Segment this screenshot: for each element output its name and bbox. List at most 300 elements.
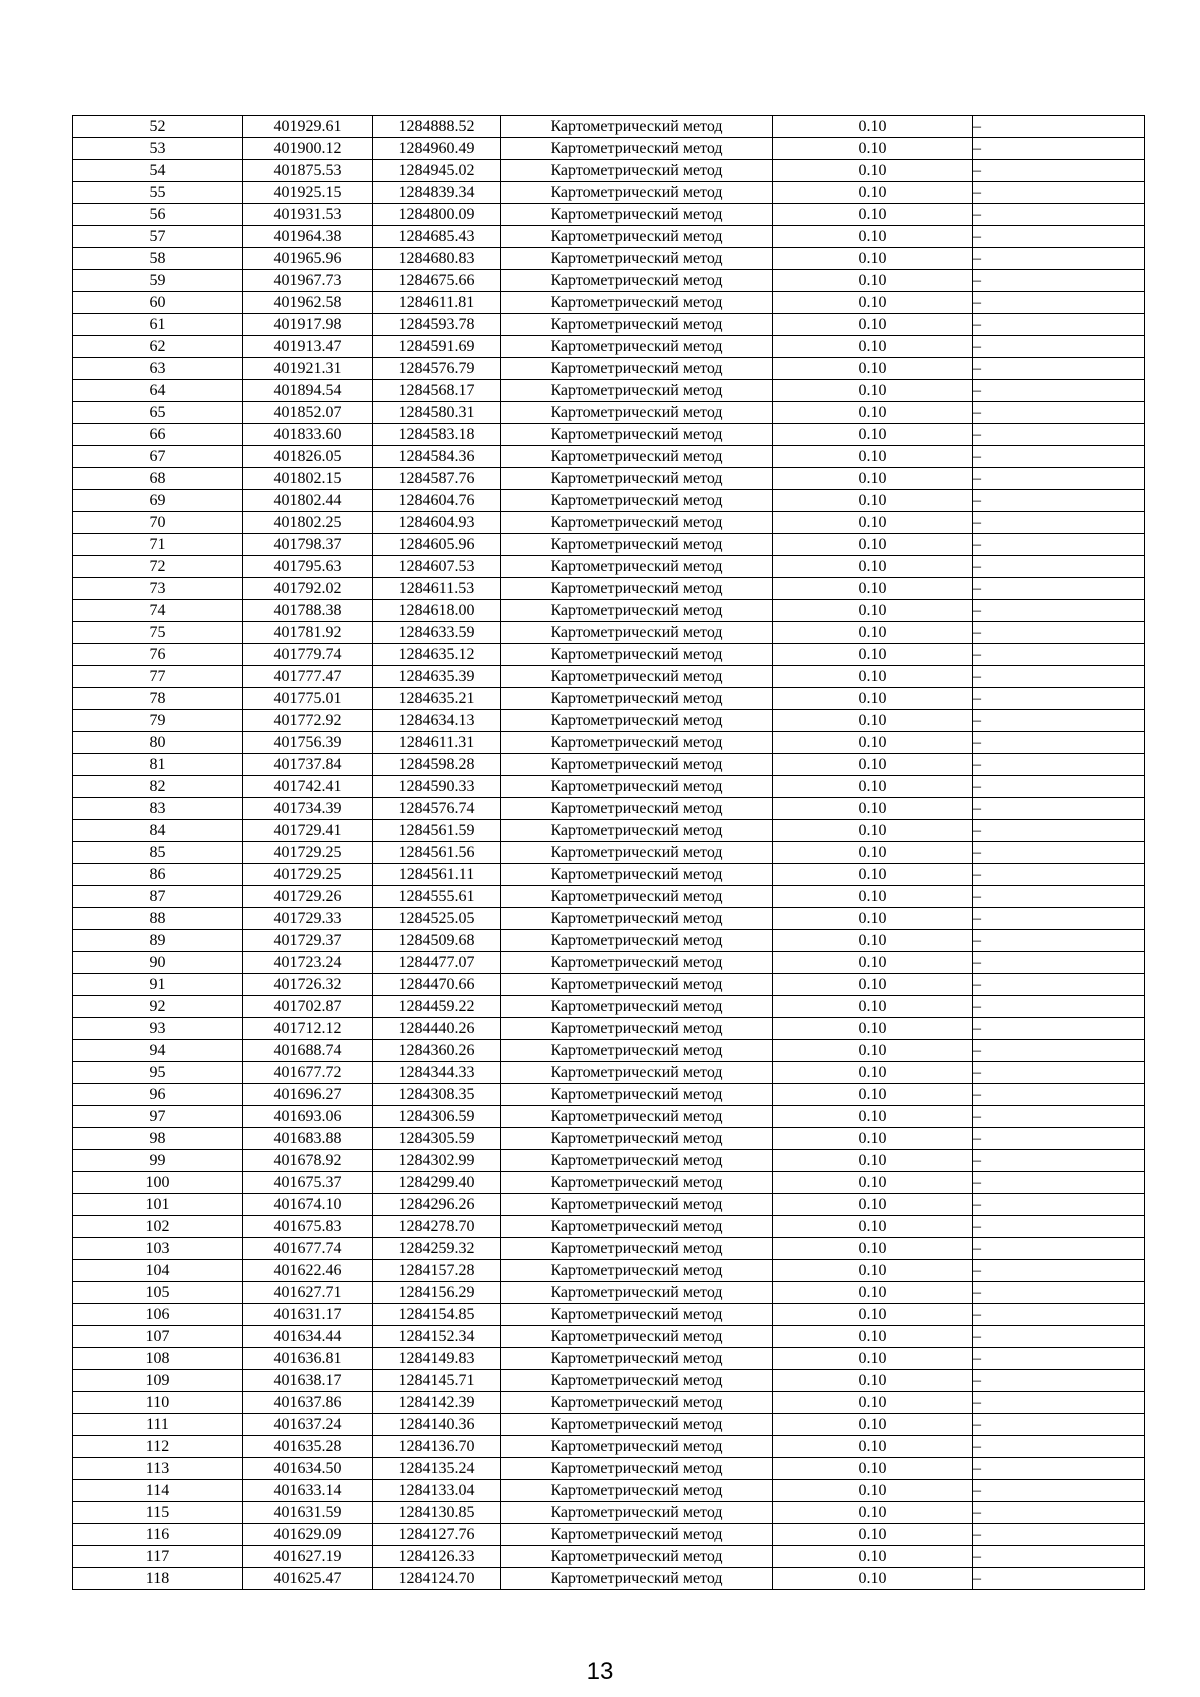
point-number-cell: 73 <box>73 578 243 600</box>
table-row <box>73 1018 1145 1040</box>
x-coordinate-cell: 401634.50 <box>243 1458 373 1480</box>
point-number-cell: 70 <box>73 512 243 534</box>
y-coordinate-cell: 1284136.70 <box>373 1436 501 1458</box>
table-row <box>73 930 1145 952</box>
point-number-cell: 88 <box>73 908 243 930</box>
x-coordinate-cell: 401802.44 <box>243 490 373 512</box>
description-cell: – <box>973 534 1145 556</box>
description-cell: – <box>973 820 1145 842</box>
method-cell: Картометрический метод <box>501 908 773 930</box>
y-coordinate-cell: 1284680.83 <box>373 248 501 270</box>
method-cell: Картометрический метод <box>501 336 773 358</box>
description-cell: – <box>973 1436 1145 1458</box>
y-coordinate-cell: 1284152.34 <box>373 1326 501 1348</box>
table-row <box>73 1040 1145 1062</box>
accuracy-cell: 0.10 <box>773 1326 973 1348</box>
table-row <box>73 710 1145 732</box>
accuracy-cell: 0.10 <box>773 1084 973 1106</box>
y-coordinate-cell: 1284576.74 <box>373 798 501 820</box>
table-row <box>73 776 1145 798</box>
method-cell: Картометрический метод <box>501 1502 773 1524</box>
point-number-cell: 101 <box>73 1194 243 1216</box>
accuracy-cell: 0.10 <box>773 468 973 490</box>
table-row <box>73 248 1145 270</box>
y-coordinate-cell: 1284509.68 <box>373 930 501 952</box>
method-cell: Картометрический метод <box>501 622 773 644</box>
point-number-cell: 117 <box>73 1546 243 1568</box>
method-cell: Картометрический метод <box>501 930 773 952</box>
point-number-cell: 107 <box>73 1326 243 1348</box>
x-coordinate-cell: 401967.73 <box>243 270 373 292</box>
table-row <box>73 1568 1145 1590</box>
description-cell: – <box>973 1194 1145 1216</box>
method-cell: Картометрический метод <box>501 1458 773 1480</box>
point-number-cell: 82 <box>73 776 243 798</box>
x-coordinate-cell: 401802.25 <box>243 512 373 534</box>
description-cell: – <box>973 1568 1145 1590</box>
description-cell: – <box>973 1524 1145 1546</box>
x-coordinate-cell: 401629.09 <box>243 1524 373 1546</box>
table-row <box>73 1282 1145 1304</box>
x-coordinate-cell: 401635.28 <box>243 1436 373 1458</box>
x-coordinate-cell: 401788.38 <box>243 600 373 622</box>
accuracy-cell: 0.10 <box>773 1370 973 1392</box>
accuracy-cell: 0.10 <box>773 688 973 710</box>
y-coordinate-cell: 1284308.35 <box>373 1084 501 1106</box>
y-coordinate-cell: 1284839.34 <box>373 182 501 204</box>
accuracy-cell: 0.10 <box>773 512 973 534</box>
table-row <box>73 1502 1145 1524</box>
x-coordinate-cell: 401964.38 <box>243 226 373 248</box>
accuracy-cell: 0.10 <box>773 534 973 556</box>
point-number-cell: 55 <box>73 182 243 204</box>
y-coordinate-cell: 1284130.85 <box>373 1502 501 1524</box>
point-number-cell: 106 <box>73 1304 243 1326</box>
accuracy-cell: 0.10 <box>773 358 973 380</box>
x-coordinate-cell: 401734.39 <box>243 798 373 820</box>
method-cell: Картометрический метод <box>501 1370 773 1392</box>
table-row <box>73 512 1145 534</box>
method-cell: Картометрический метод <box>501 688 773 710</box>
accuracy-cell: 0.10 <box>773 1480 973 1502</box>
y-coordinate-cell: 1284568.17 <box>373 380 501 402</box>
table-row <box>73 336 1145 358</box>
accuracy-cell: 0.10 <box>773 182 973 204</box>
x-coordinate-cell: 401729.25 <box>243 864 373 886</box>
accuracy-cell: 0.10 <box>773 644 973 666</box>
description-cell: – <box>973 1370 1145 1392</box>
method-cell: Картометрический метод <box>501 1436 773 1458</box>
accuracy-cell: 0.10 <box>773 402 973 424</box>
description-cell: – <box>973 226 1145 248</box>
table-row <box>73 292 1145 314</box>
method-cell: Картометрический метод <box>501 952 773 974</box>
y-coordinate-cell: 1284598.28 <box>373 754 501 776</box>
point-number-cell: 115 <box>73 1502 243 1524</box>
x-coordinate-cell: 401917.98 <box>243 314 373 336</box>
table-row <box>73 622 1145 644</box>
accuracy-cell: 0.10 <box>773 776 973 798</box>
x-coordinate-cell: 401925.15 <box>243 182 373 204</box>
method-cell: Картометрический метод <box>501 1216 773 1238</box>
y-coordinate-cell: 1284584.36 <box>373 446 501 468</box>
y-coordinate-cell: 1284133.04 <box>373 1480 501 1502</box>
table-row <box>73 1458 1145 1480</box>
description-cell: – <box>973 1392 1145 1414</box>
y-coordinate-cell: 1284296.26 <box>373 1194 501 1216</box>
accuracy-cell: 0.10 <box>773 1040 973 1062</box>
point-number-cell: 80 <box>73 732 243 754</box>
point-number-cell: 58 <box>73 248 243 270</box>
description-cell: – <box>973 314 1145 336</box>
table-row <box>73 600 1145 622</box>
method-cell: Картометрический метод <box>501 402 773 424</box>
x-coordinate-cell: 401931.53 <box>243 204 373 226</box>
accuracy-cell: 0.10 <box>773 314 973 336</box>
point-number-cell: 68 <box>73 468 243 490</box>
x-coordinate-cell: 401756.39 <box>243 732 373 754</box>
accuracy-cell: 0.10 <box>773 600 973 622</box>
method-cell: Картометрический метод <box>501 534 773 556</box>
accuracy-cell: 0.10 <box>773 842 973 864</box>
x-coordinate-cell: 401729.33 <box>243 908 373 930</box>
accuracy-cell: 0.10 <box>773 1282 973 1304</box>
accuracy-cell: 0.10 <box>773 116 973 138</box>
table-row <box>73 534 1145 556</box>
description-cell: – <box>973 116 1145 138</box>
method-cell: Картометрический метод <box>501 1238 773 1260</box>
y-coordinate-cell: 1284618.00 <box>373 600 501 622</box>
point-number-cell: 65 <box>73 402 243 424</box>
accuracy-cell: 0.10 <box>773 710 973 732</box>
x-coordinate-cell: 401677.74 <box>243 1238 373 1260</box>
description-cell: – <box>973 952 1145 974</box>
x-coordinate-cell: 401712.12 <box>243 1018 373 1040</box>
accuracy-cell: 0.10 <box>773 556 973 578</box>
x-coordinate-cell: 401913.47 <box>243 336 373 358</box>
point-number-cell: 86 <box>73 864 243 886</box>
y-coordinate-cell: 1284685.43 <box>373 226 501 248</box>
point-number-cell: 87 <box>73 886 243 908</box>
accuracy-cell: 0.10 <box>773 666 973 688</box>
y-coordinate-cell: 1284800.09 <box>373 204 501 226</box>
accuracy-cell: 0.10 <box>773 908 973 930</box>
point-number-cell: 52 <box>73 116 243 138</box>
point-number-cell: 104 <box>73 1260 243 1282</box>
point-number-cell: 59 <box>73 270 243 292</box>
x-coordinate-cell: 401674.10 <box>243 1194 373 1216</box>
y-coordinate-cell: 1284611.81 <box>373 292 501 314</box>
table-row <box>73 974 1145 996</box>
y-coordinate-cell: 1284525.05 <box>373 908 501 930</box>
y-coordinate-cell: 1284580.31 <box>373 402 501 424</box>
x-coordinate-cell: 401637.24 <box>243 1414 373 1436</box>
x-coordinate-cell: 401802.15 <box>243 468 373 490</box>
accuracy-cell: 0.10 <box>773 1260 973 1282</box>
x-coordinate-cell: 401627.71 <box>243 1282 373 1304</box>
accuracy-cell: 0.10 <box>773 952 973 974</box>
method-cell: Картометрический метод <box>501 1062 773 1084</box>
method-cell: Картометрический метод <box>501 1546 773 1568</box>
description-cell: – <box>973 270 1145 292</box>
method-cell: Картометрический метод <box>501 490 773 512</box>
description-cell: – <box>973 556 1145 578</box>
accuracy-cell: 0.10 <box>773 1172 973 1194</box>
description-cell: – <box>973 1172 1145 1194</box>
description-cell: – <box>973 1238 1145 1260</box>
x-coordinate-cell: 401631.17 <box>243 1304 373 1326</box>
x-coordinate-cell: 401729.25 <box>243 842 373 864</box>
point-number-cell: 109 <box>73 1370 243 1392</box>
description-cell: – <box>973 1546 1145 1568</box>
point-number-cell: 62 <box>73 336 243 358</box>
y-coordinate-cell: 1284470.66 <box>373 974 501 996</box>
accuracy-cell: 0.10 <box>773 798 973 820</box>
table-row <box>73 1172 1145 1194</box>
y-coordinate-cell: 1284633.59 <box>373 622 501 644</box>
x-coordinate-cell: 401631.59 <box>243 1502 373 1524</box>
table-row <box>73 578 1145 600</box>
description-cell: – <box>973 1304 1145 1326</box>
method-cell: Картометрический метод <box>501 996 773 1018</box>
y-coordinate-cell: 1284360.26 <box>373 1040 501 1062</box>
description-cell: – <box>973 182 1145 204</box>
table-row <box>73 644 1145 666</box>
point-number-cell: 83 <box>73 798 243 820</box>
method-cell: Картометрический метод <box>501 1150 773 1172</box>
accuracy-cell: 0.10 <box>773 1546 973 1568</box>
description-cell: – <box>973 292 1145 314</box>
y-coordinate-cell: 1284635.12 <box>373 644 501 666</box>
point-number-cell: 102 <box>73 1216 243 1238</box>
x-coordinate-cell: 401852.07 <box>243 402 373 424</box>
y-coordinate-cell: 1284591.69 <box>373 336 501 358</box>
x-coordinate-cell: 401683.88 <box>243 1128 373 1150</box>
y-coordinate-cell: 1284561.59 <box>373 820 501 842</box>
accuracy-cell: 0.10 <box>773 754 973 776</box>
point-number-cell: 84 <box>73 820 243 842</box>
method-cell: Картометрический метод <box>501 226 773 248</box>
table-row <box>73 358 1145 380</box>
table-row <box>73 820 1145 842</box>
point-number-cell: 74 <box>73 600 243 622</box>
method-cell: Картометрический метод <box>501 116 773 138</box>
description-cell: – <box>973 1106 1145 1128</box>
x-coordinate-cell: 401636.81 <box>243 1348 373 1370</box>
x-coordinate-cell: 401702.87 <box>243 996 373 1018</box>
description-cell: – <box>973 160 1145 182</box>
point-number-cell: 76 <box>73 644 243 666</box>
coordinates-table <box>72 115 1145 1590</box>
description-cell: – <box>973 138 1145 160</box>
table-row <box>73 490 1145 512</box>
method-cell: Картометрический метод <box>501 248 773 270</box>
point-number-cell: 95 <box>73 1062 243 1084</box>
method-cell: Картометрический метод <box>501 1392 773 1414</box>
method-cell: Картометрический метод <box>501 842 773 864</box>
point-number-cell: 100 <box>73 1172 243 1194</box>
table-row <box>73 1414 1145 1436</box>
accuracy-cell: 0.10 <box>773 160 973 182</box>
y-coordinate-cell: 1284634.13 <box>373 710 501 732</box>
table-row <box>73 226 1145 248</box>
accuracy-cell: 0.10 <box>773 1216 973 1238</box>
x-coordinate-cell: 401622.46 <box>243 1260 373 1282</box>
y-coordinate-cell: 1284960.49 <box>373 138 501 160</box>
table-row <box>73 996 1145 1018</box>
method-cell: Картометрический метод <box>501 314 773 336</box>
x-coordinate-cell: 401637.86 <box>243 1392 373 1414</box>
table-row <box>73 864 1145 886</box>
y-coordinate-cell: 1284611.53 <box>373 578 501 600</box>
point-number-cell: 53 <box>73 138 243 160</box>
table-row <box>73 556 1145 578</box>
accuracy-cell: 0.10 <box>773 248 973 270</box>
x-coordinate-cell: 401798.37 <box>243 534 373 556</box>
accuracy-cell: 0.10 <box>773 1392 973 1414</box>
description-cell: – <box>973 578 1145 600</box>
x-coordinate-cell: 401723.24 <box>243 952 373 974</box>
x-coordinate-cell: 401693.06 <box>243 1106 373 1128</box>
method-cell: Картометрический метод <box>501 182 773 204</box>
accuracy-cell: 0.10 <box>773 1194 973 1216</box>
y-coordinate-cell: 1284135.24 <box>373 1458 501 1480</box>
accuracy-cell: 0.10 <box>773 1568 973 1590</box>
method-cell: Картометрический метод <box>501 754 773 776</box>
x-coordinate-cell: 401625.47 <box>243 1568 373 1590</box>
y-coordinate-cell: 1284604.93 <box>373 512 501 534</box>
accuracy-cell: 0.10 <box>773 578 973 600</box>
x-coordinate-cell: 401675.37 <box>243 1172 373 1194</box>
y-coordinate-cell: 1284306.59 <box>373 1106 501 1128</box>
method-cell: Картометрический метод <box>501 358 773 380</box>
table-row <box>73 1194 1145 1216</box>
description-cell: – <box>973 864 1145 886</box>
x-coordinate-cell: 401742.41 <box>243 776 373 798</box>
description-cell: – <box>973 996 1145 1018</box>
x-coordinate-cell: 401772.92 <box>243 710 373 732</box>
x-coordinate-cell: 401696.27 <box>243 1084 373 1106</box>
method-cell: Картометрический метод <box>501 1524 773 1546</box>
accuracy-cell: 0.10 <box>773 1502 973 1524</box>
point-number-cell: 97 <box>73 1106 243 1128</box>
point-number-cell: 78 <box>73 688 243 710</box>
table-row <box>73 886 1145 908</box>
table-row <box>73 160 1145 182</box>
table-row <box>73 270 1145 292</box>
point-number-cell: 114 <box>73 1480 243 1502</box>
description-cell: – <box>973 1502 1145 1524</box>
method-cell: Картометрический метод <box>501 160 773 182</box>
table-row <box>73 1238 1145 1260</box>
y-coordinate-cell: 1284675.66 <box>373 270 501 292</box>
method-cell: Картометрический метод <box>501 1414 773 1436</box>
point-number-cell: 57 <box>73 226 243 248</box>
description-cell: – <box>973 1040 1145 1062</box>
y-coordinate-cell: 1284440.26 <box>373 1018 501 1040</box>
table-row <box>73 182 1145 204</box>
method-cell: Картометрический метод <box>501 1128 773 1150</box>
table-row <box>73 468 1145 490</box>
table-row <box>73 424 1145 446</box>
point-number-cell: 66 <box>73 424 243 446</box>
description-cell: – <box>973 1084 1145 1106</box>
table-row <box>73 1546 1145 1568</box>
x-coordinate-cell: 401627.19 <box>243 1546 373 1568</box>
description-cell: – <box>973 1062 1145 1084</box>
method-cell: Картометрический метод <box>501 1106 773 1128</box>
point-number-cell: 64 <box>73 380 243 402</box>
accuracy-cell: 0.10 <box>773 292 973 314</box>
x-coordinate-cell: 401675.83 <box>243 1216 373 1238</box>
accuracy-cell: 0.10 <box>773 930 973 952</box>
description-cell: – <box>973 710 1145 732</box>
accuracy-cell: 0.10 <box>773 380 973 402</box>
method-cell: Картометрический метод <box>501 1172 773 1194</box>
description-cell: – <box>973 622 1145 644</box>
accuracy-cell: 0.10 <box>773 1304 973 1326</box>
y-coordinate-cell: 1284127.76 <box>373 1524 501 1546</box>
description-cell: – <box>973 468 1145 490</box>
description-cell: – <box>973 402 1145 424</box>
method-cell: Картометрический метод <box>501 1260 773 1282</box>
x-coordinate-cell: 401737.84 <box>243 754 373 776</box>
point-number-cell: 92 <box>73 996 243 1018</box>
method-cell: Картометрический метод <box>501 600 773 622</box>
accuracy-cell: 0.10 <box>773 1018 973 1040</box>
accuracy-cell: 0.10 <box>773 336 973 358</box>
description-cell: – <box>973 1458 1145 1480</box>
table-row <box>73 1128 1145 1150</box>
accuracy-cell: 0.10 <box>773 138 973 160</box>
point-number-cell: 89 <box>73 930 243 952</box>
table-row <box>73 446 1145 468</box>
table-row <box>73 1062 1145 1084</box>
table-row <box>73 1260 1145 1282</box>
method-cell: Картометрический метод <box>501 666 773 688</box>
y-coordinate-cell: 1284140.36 <box>373 1414 501 1436</box>
description-cell: – <box>973 1348 1145 1370</box>
accuracy-cell: 0.10 <box>773 424 973 446</box>
point-number-cell: 96 <box>73 1084 243 1106</box>
description-cell: – <box>973 1150 1145 1172</box>
description-cell: – <box>973 754 1145 776</box>
method-cell: Картометрический метод <box>501 512 773 534</box>
method-cell: Картометрический метод <box>501 556 773 578</box>
x-coordinate-cell: 401833.60 <box>243 424 373 446</box>
accuracy-cell: 0.10 <box>773 270 973 292</box>
table-row <box>73 314 1145 336</box>
point-number-cell: 75 <box>73 622 243 644</box>
accuracy-cell: 0.10 <box>773 446 973 468</box>
y-coordinate-cell: 1284477.07 <box>373 952 501 974</box>
y-coordinate-cell: 1284607.53 <box>373 556 501 578</box>
y-coordinate-cell: 1284635.21 <box>373 688 501 710</box>
point-number-cell: 71 <box>73 534 243 556</box>
accuracy-cell: 0.10 <box>773 732 973 754</box>
point-number-cell: 81 <box>73 754 243 776</box>
method-cell: Картометрический метод <box>501 270 773 292</box>
description-cell: – <box>973 358 1145 380</box>
point-number-cell: 91 <box>73 974 243 996</box>
description-cell: – <box>973 908 1145 930</box>
x-coordinate-cell: 401826.05 <box>243 446 373 468</box>
y-coordinate-cell: 1284593.78 <box>373 314 501 336</box>
x-coordinate-cell: 401965.96 <box>243 248 373 270</box>
method-cell: Картометрический метод <box>501 974 773 996</box>
table-row <box>73 402 1145 424</box>
y-coordinate-cell: 1284302.99 <box>373 1150 501 1172</box>
